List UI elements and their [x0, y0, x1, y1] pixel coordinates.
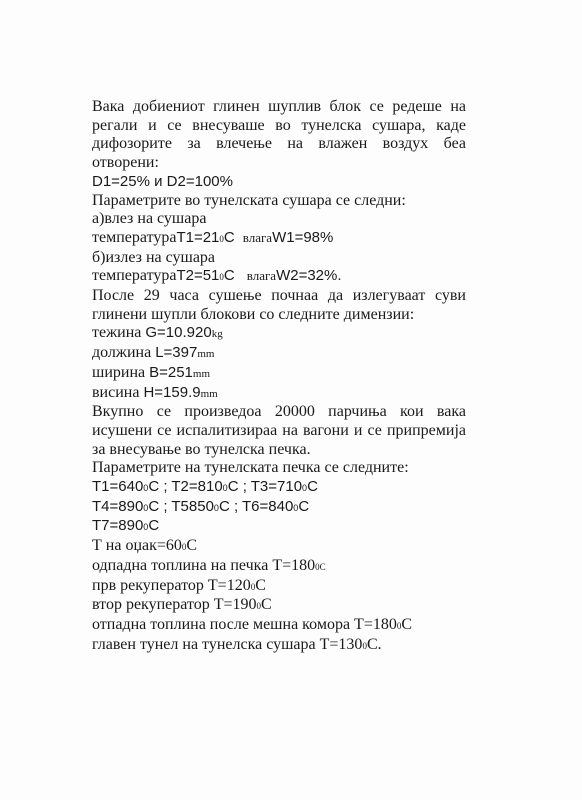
inlet-humidity-label: влага — [242, 229, 273, 245]
chimney-unit: C — [186, 537, 198, 555]
inlet-temp-value: T1=21 — [176, 228, 220, 246]
main-tunnel-unit: C. — [366, 635, 382, 653]
degree-mark: 0 — [143, 522, 149, 533]
weight-unit: kg — [211, 328, 223, 341]
paragraph-intro: Вака добиениот глинен шуплив блок се редеше на регали и се внесуваше во тунелска сушара, каде дифозорите за влечење на влажен воздух беа отворени: — [92, 98, 466, 172]
length-label: должина — [92, 344, 156, 362]
kiln-params-heading: Параметрите на тунелската печка се следните: — [92, 459, 409, 477]
outlet-temp-degree: 0 — [219, 272, 224, 283]
recuperator-1-unit: C — [255, 576, 266, 594]
diffuser-values: D1=25% и D2=100% — [92, 172, 233, 190]
kiln-t7: T7=890 — [92, 517, 144, 535]
degree-mark: 0 — [396, 620, 402, 631]
outlet-humidity-label: влага — [246, 268, 277, 284]
degree-mark: 0 — [302, 483, 308, 494]
chimney-temp — [92, 537, 466, 557]
inlet-heading: а)влез на сушара — [92, 210, 207, 228]
kiln-t1: T1=640 — [92, 478, 144, 496]
main-tunnel-temp — [92, 636, 466, 656]
paragraph-production: Вкупно се произведоа 20000 парчиња кои вака исушени се испалитизираа на вагони и се припремија за внесување во тунелска печка. — [92, 403, 466, 458]
degree-mark: 0 — [222, 483, 228, 494]
inlet-temp-unit: C — [223, 228, 235, 246]
width-label: ширина — [92, 363, 150, 381]
kiln-unit: C — [148, 517, 160, 535]
length-unit: mm — [197, 348, 215, 361]
document-body — [92, 98, 466, 655]
kiln-waste-heat — [92, 557, 466, 577]
height-value: H=159.9 — [143, 383, 201, 401]
outlet-temp-unit: C — [223, 267, 235, 285]
outlet-temp-label: температура — [92, 267, 177, 285]
chimney-label: Т на оџак=60 — [92, 537, 182, 555]
mixing-chamber-label: отпадна топлина после мешна комора Т=180 — [92, 615, 397, 633]
kiln-t3: C ; T3=710 — [227, 478, 303, 496]
inlet-temp-label: температура — [92, 228, 177, 246]
outlet-temp-value: T2=51 — [176, 267, 220, 285]
kiln-waste-heat-label: одпадна топлина на печка Т=180 — [92, 556, 316, 574]
degree-mark: 0 — [293, 502, 299, 513]
height-label: висина — [92, 383, 144, 401]
weight-value: G=10.920 — [145, 324, 212, 342]
mixing-chamber-unit: C — [401, 615, 413, 633]
kiln-temps-row-1 — [92, 478, 466, 498]
paragraph-drying: После 29 часа сушење почнаа да излегуваат суви глинени шупли блокови со следните димензии: — [92, 287, 466, 323]
inlet-humidity-value: W1=98% — [272, 228, 334, 246]
outlet-values — [92, 267, 466, 287]
recuperator-1 — [92, 577, 466, 597]
length-value: L=397 — [155, 344, 198, 362]
kiln-t5: C ; T5850 — [148, 497, 214, 515]
width-value: B=251 — [149, 363, 193, 381]
width-unit: mm — [192, 367, 211, 380]
degree-mark: 0 — [181, 542, 187, 553]
kiln-temps-row-3 — [92, 517, 466, 537]
weight-label: тежина — [92, 324, 146, 342]
kiln-t2: C ; T2=810 — [148, 478, 223, 496]
recuperator-2-label: втор рекуператор Т=190 — [92, 596, 257, 614]
dimension-length — [92, 344, 466, 364]
height-unit: mm — [200, 387, 218, 400]
kiln-t6: C ; T6=840 — [218, 497, 294, 515]
degree-mark: 0 — [250, 581, 256, 592]
degree-mark: 0 — [362, 640, 367, 651]
outlet-humidity-value: W2=32%. — [276, 267, 342, 285]
dimension-width — [92, 364, 466, 384]
dimension-height — [92, 384, 466, 404]
recuperator-2-unit: C — [261, 596, 272, 614]
kiln-unit: C — [307, 478, 318, 496]
degree-mark: 0 — [256, 601, 262, 612]
recuperator-1-label: прв рекуператор Т=120 — [92, 576, 251, 594]
kiln-temps-row-2 — [92, 498, 466, 518]
recuperator-2 — [92, 596, 466, 616]
inlet-temp-degree: 0 — [219, 233, 224, 244]
main-tunnel-label: главен тунел на тунелска сушара Т=130 — [92, 635, 363, 653]
dryer-params-heading: Параметрите во тунелската сушара се следни: — [92, 191, 406, 209]
outlet-heading: б)излез на сушара — [92, 248, 216, 266]
kiln-t4: T4=890 — [92, 497, 144, 515]
degree-mark: 0 — [143, 483, 149, 494]
kiln-unit: C — [298, 497, 310, 515]
dimension-weight — [92, 324, 466, 344]
inlet-values — [92, 229, 466, 249]
kiln-waste-heat-unit: 0C — [315, 561, 326, 572]
degree-mark: 0 — [143, 502, 149, 513]
degree-mark: 0 — [213, 502, 219, 513]
mixing-chamber-waste-heat — [92, 616, 466, 636]
